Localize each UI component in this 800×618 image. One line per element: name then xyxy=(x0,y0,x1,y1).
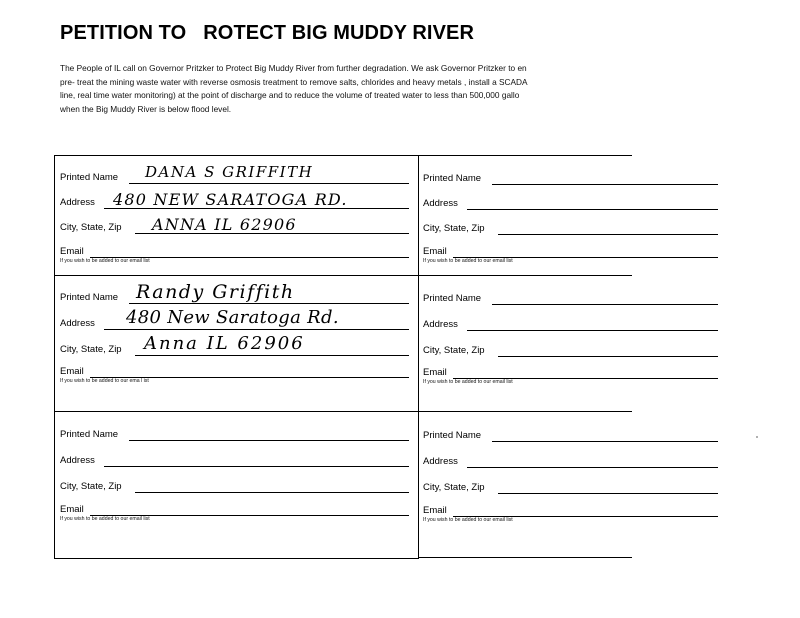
printed-name-label: Printed Name xyxy=(60,429,119,440)
statement-line: The People of IL call on Governor Pritzker to Protect Big Muddy River from further degradation. We ask Governor Pritzker to en xyxy=(60,63,527,73)
address-label: Address xyxy=(423,456,458,467)
city-field[interactable] xyxy=(498,234,718,235)
printed-name-label: Printed Name xyxy=(423,293,482,304)
address-field[interactable] xyxy=(104,329,409,330)
address-field[interactable] xyxy=(467,467,718,468)
printed-name-label: Printed Name xyxy=(60,172,119,183)
city-field[interactable] xyxy=(498,356,718,357)
row-divider xyxy=(54,275,418,276)
page-title: PETITION TO ROTECT BIG MUDDY RIVER xyxy=(60,22,475,44)
right-divider xyxy=(418,411,632,412)
row-divider xyxy=(54,411,418,412)
address-field[interactable] xyxy=(467,330,718,331)
email-label: Email xyxy=(60,504,84,515)
address-label: Address xyxy=(60,455,95,466)
city-label: City, State, Zip xyxy=(60,222,122,233)
handwritten-address: 480 NEW SARATOGA RD. xyxy=(113,190,348,209)
signature-block-4 xyxy=(423,171,723,271)
city-field[interactable] xyxy=(498,493,718,494)
email-label: Email xyxy=(423,246,447,257)
statement-line: line, real time water monitoring) at the point of discharge and to reduce the volume of treated water to less than 500,000 gallo xyxy=(60,90,520,100)
email-note: If you wish to be added to our email list xyxy=(423,258,513,264)
email-label: Email xyxy=(60,246,84,257)
address-label: Address xyxy=(60,318,95,329)
handwritten-address: 480 New Saratoga Rd. xyxy=(126,307,339,328)
printed-name-label: Printed Name xyxy=(60,292,119,303)
right-divider xyxy=(418,275,632,276)
printed-name-label: Printed Name xyxy=(423,173,482,184)
address-field[interactable] xyxy=(104,466,409,467)
city-label: City, State, Zip xyxy=(60,481,122,492)
statement-line: pre- treat the mining waste water with reverse osmosis treatment to remove salts, chlorides and heavy metals , install a SCADA xyxy=(60,76,528,87)
email-note: If you wish to be added to our ema l ist xyxy=(60,378,149,384)
right-divider xyxy=(418,155,632,156)
signature-block-6 xyxy=(423,428,723,528)
city-label: City, State, Zip xyxy=(60,344,122,355)
email-label: Email xyxy=(423,367,447,378)
city-label: City, State, Zip xyxy=(423,482,485,493)
printed-name-field[interactable] xyxy=(492,304,718,305)
petition-statement xyxy=(60,62,800,116)
statement-line: when the Big Muddy River is below flood level. xyxy=(60,103,232,114)
email-label: Email xyxy=(60,366,84,377)
address-label: Address xyxy=(423,319,458,330)
printed-name-field[interactable] xyxy=(492,184,718,185)
address-field[interactable] xyxy=(467,209,718,210)
email-note: If you wish to be added to our email list xyxy=(423,379,513,385)
scan-speck xyxy=(756,436,758,438)
email-note: If you wish to be added to our email list xyxy=(60,258,150,264)
printed-name-field[interactable] xyxy=(129,183,409,184)
handwritten-city: Anna IL 62906 xyxy=(144,333,305,354)
signature-block-5 xyxy=(423,291,723,391)
email-label: Email xyxy=(423,505,447,516)
city-label: City, State, Zip xyxy=(423,345,485,356)
address-label: Address xyxy=(60,197,95,208)
signature-block-3 xyxy=(60,427,410,527)
right-divider xyxy=(418,557,632,558)
printed-name-label: Printed Name xyxy=(423,430,482,441)
printed-name-field[interactable] xyxy=(129,303,409,304)
email-note: If you wish to be added to our email list xyxy=(60,516,150,522)
handwritten-name: Randy Griffith xyxy=(136,281,295,303)
address-label: Address xyxy=(423,198,458,209)
city-label: City, State, Zip xyxy=(423,223,485,234)
handwritten-city: ANNA IL 62906 xyxy=(152,215,297,234)
printed-name-field[interactable] xyxy=(129,440,409,441)
city-field[interactable] xyxy=(135,492,409,493)
printed-name-field[interactable] xyxy=(492,441,718,442)
email-note: If you wish to be added to our email list xyxy=(423,517,513,523)
city-field[interactable] xyxy=(135,355,409,356)
handwritten-name: DANA S GRIFFITH xyxy=(145,163,314,181)
